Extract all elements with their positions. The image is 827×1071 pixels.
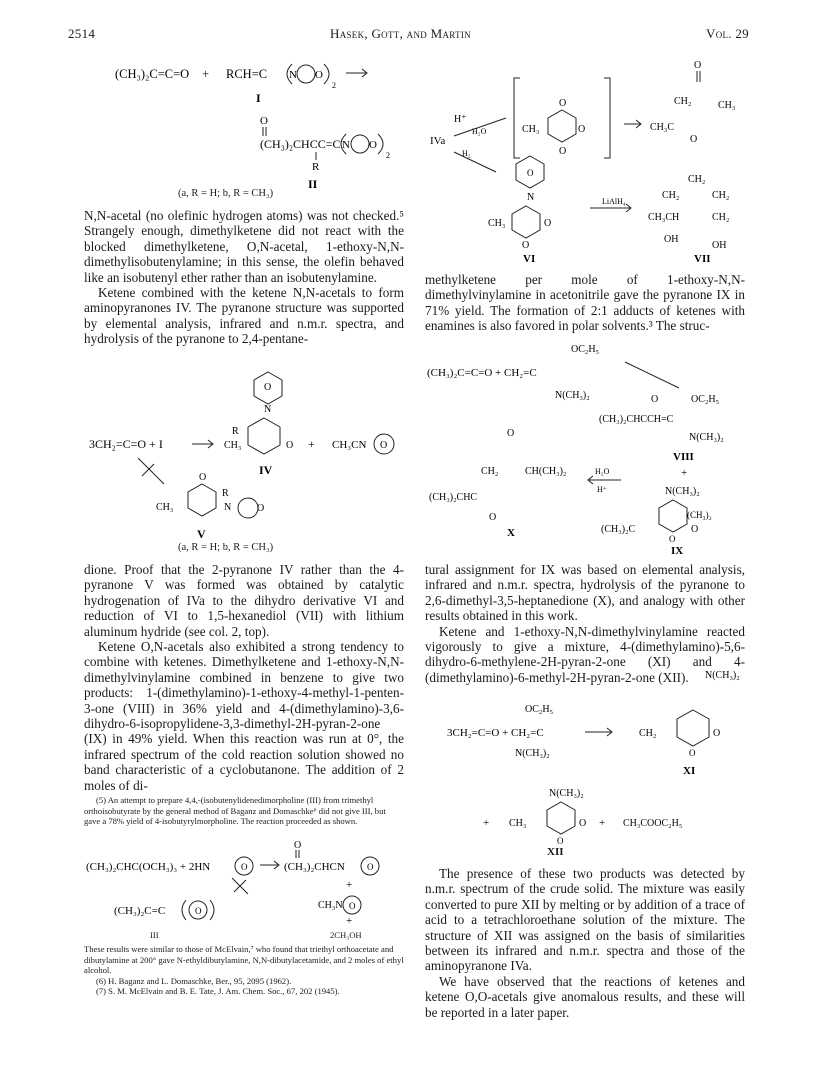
paragraph: Ketene and 1-ethoxy-N,N-dimethylvinylamine reacted vigorously to give a mixture, 4-(dimethylamino)-5,6-dihydro-6-methylene-2H-pyran-2-one (XI) and 4-(dimethylamino)-6-methyl-2H-pyran-2-one (XII).	[425, 623, 745, 685]
svg-text:O: O	[579, 818, 587, 829]
svg-text:LiAlH₄: LiAlH₄	[602, 197, 626, 206]
scheme-3	[425, 336, 755, 556]
svg-text:OC₂H₅: OC₂H₅	[691, 394, 720, 405]
svg-text:O: O	[522, 240, 530, 251]
svg-text:O: O	[315, 69, 323, 81]
svg-text:I: I	[256, 91, 261, 105]
svg-text:(CH₃)₂CHCCH=C: (CH₃)₂CHCCH=C	[599, 414, 674, 425]
svg-text:+: +	[202, 67, 210, 81]
svg-text:CH₃CH: CH₃CH	[648, 212, 680, 223]
svg-text:N: N	[289, 69, 297, 81]
svg-text:(CH₃)₂CHC: (CH₃)₂CHC	[429, 492, 478, 503]
left-text-block-1	[84, 208, 404, 347]
svg-text:2: 2	[386, 151, 390, 160]
svg-text:O: O	[559, 146, 567, 157]
svg-text:CH(CH₃)₂: CH(CH₃)₂	[525, 466, 567, 477]
svg-text:IVa: IVa	[430, 135, 446, 147]
svg-text:N(CH₃)₂: N(CH₃)₂	[689, 432, 724, 443]
footnote-7: (7) S. M. McElvain and B. E. Tate, J. Am. Chem. Soc., 67, 202 (1945).	[96, 986, 340, 997]
footnote-scheme-label-methanol: 2CH₃OH	[330, 930, 362, 940]
svg-text:O: O	[199, 472, 207, 483]
svg-text:+: +	[681, 467, 688, 479]
footnote-scheme-label-III: III	[150, 930, 159, 940]
footnote-continuation	[84, 944, 404, 997]
svg-text:N(CH₃)₂: N(CH₃)₂	[549, 788, 584, 799]
svg-text:(CH₃)₂CHC(OCH₃)₃ + 2HN: (CH₃)₂CHC(OCH₃)₃ + 2HN	[86, 861, 211, 873]
svg-text:CH₂: CH₂	[481, 466, 499, 477]
svg-text:N: N	[342, 139, 350, 151]
svg-text:RCH=C: RCH=C	[226, 67, 268, 81]
footnote-6: (6) H. Baganz and L. Domaschke, Ber., 95, 2095 (1962).	[96, 975, 292, 986]
svg-text:O: O	[651, 394, 659, 405]
svg-text:CH₂: CH₂	[712, 212, 730, 223]
svg-text:3CH₂=C=O + I: 3CH₂=C=O + I	[89, 437, 163, 451]
scheme-1	[110, 48, 410, 208]
svg-text:+: +	[346, 879, 353, 891]
left-text-block-2	[84, 562, 404, 793]
svg-text:OC₂H₅: OC₂H₅	[525, 704, 554, 715]
svg-text:O: O	[380, 440, 388, 451]
paragraph: methylketene per mole of 1-ethoxy-N,N-dimethylvinylamine in acetonitrile gave the pyranone IX in 71% yield. The formation of 2:1 adducts of ketenes with enamines is also favored in polar solvents.³ The struc-	[425, 272, 745, 334]
svg-text:H⁺: H⁺	[454, 114, 467, 125]
svg-text:IV: IV	[259, 463, 273, 477]
svg-text:O: O	[544, 218, 552, 229]
svg-text:O: O	[260, 115, 268, 127]
svg-text:CH₃CN: CH₃CN	[332, 439, 367, 451]
right-text-block-1	[425, 272, 745, 334]
svg-text:O: O	[195, 906, 202, 916]
svg-text:O: O	[689, 748, 696, 758]
svg-text:CH₃C: CH₃C	[650, 122, 675, 133]
svg-text:O: O	[489, 512, 497, 523]
svg-text:(CH₃)₂C=C=O: (CH₃)₂C=C=O	[115, 67, 190, 81]
page-number: 2514	[68, 26, 96, 41]
svg-text:VI: VI	[523, 253, 536, 264]
svg-text:IX: IX	[671, 545, 684, 556]
scheme-1-caption: (a, R = H; b, R = CH₃)	[178, 188, 274, 199]
svg-text:H₂O: H₂O	[472, 127, 487, 136]
svg-text:+: +	[346, 915, 353, 927]
volume-label: Vol. 29	[706, 26, 749, 41]
svg-text:O: O	[241, 862, 248, 872]
svg-text:N(CH₃)₂: N(CH₃)₂	[515, 748, 550, 759]
svg-text:O: O	[294, 840, 302, 851]
svg-text:+: +	[308, 437, 315, 451]
svg-text:(CH₃)₂C=C=O + CH₂=C: (CH₃)₂C=C=O + CH₂=C	[427, 367, 537, 379]
svg-text:+: +	[483, 817, 490, 829]
svg-text:OH: OH	[664, 234, 679, 245]
paragraph: N,N-acetal (no olefinic hydrogen atoms) was not checked.⁵ Strangely enough, dimethylketene did not react with the blocked dimethylketene, O,N-acetal, 1-ethoxy-N,N-dimethylisobutenylamine; in this sense, the olefin behaved like an isobutenyl ether rather than an isobutenylamine.	[84, 208, 404, 285]
svg-text:OH: OH	[712, 240, 727, 251]
svg-text:II: II	[308, 177, 318, 191]
svg-text:CH₃: CH₃	[718, 100, 736, 111]
paragraph: Ketene combined with the ketene N,N-acetals to form aminopyranones IV. The pyranone structure was supported by elemental analysis, infrared and n.m.r. spectra, and hydrolysis of the pyranone to 2,4-pentane-	[84, 285, 404, 347]
svg-text:N: N	[224, 502, 232, 513]
paragraph: We have observed that the reactions of ketenes and ketene O,O-acetals give anomalous results, and these will be reported in a later paper.	[425, 973, 745, 1020]
svg-text:(CH₃)₂CHCC=C: (CH₃)₂CHCC=C	[260, 137, 341, 151]
svg-text:XI: XI	[683, 765, 696, 777]
svg-text:O: O	[691, 524, 699, 535]
running-title: Hasek, Gott, and Martin	[330, 26, 471, 41]
footnote-text: (5) An attempt to prepare 4,4,-(isobutenylidenedimorpholine (III) from trimethyl orthoisobutyrate by the general method of Baganz and Domaschke⁶ did not give III, but gave a 78% yield of 4-isobutyrylmorpholine. The reaction proceeded as shown.	[84, 795, 386, 827]
svg-text:O: O	[257, 503, 265, 514]
scheme-4-label-XII: XII	[547, 846, 564, 858]
svg-text:CH₂: CH₂	[674, 96, 692, 107]
svg-text:CH₂: CH₂	[639, 728, 657, 739]
paragraph: Ketene O,N-acetals also exhibited a strong tendency to combine with ketenes. Dimethylketene and 1-ethoxy-N,N-dimethylvinylamine combined in benzene to give two products: 1-(dimethylamino)-1-ethoxy-4-methyl-1-penten-3-one (VIII) in 36% yield and 4-(dimethylamino)-3,6-dihydro-6-isopropylidene-3,3-dimethyl-2H-pyran-2-one (IX) in 49% yield. When this reaction was run at 0°, the infrared spectrum of the cold reaction solution showed no band characteristic of a cyclobutanone. The addition of 2 moles of di-	[84, 639, 404, 793]
footnote-scheme	[84, 838, 404, 930]
svg-text:(CH₃)₂C: (CH₃)₂C	[601, 524, 636, 535]
svg-text:O: O	[557, 836, 564, 846]
svg-text:O: O	[367, 862, 374, 872]
svg-text:V: V	[197, 527, 206, 541]
svg-text:VII: VII	[694, 253, 711, 264]
svg-text:H₂O: H₂O	[595, 467, 610, 476]
svg-text:H₂: H₂	[462, 149, 471, 158]
svg-text:CH₃: CH₃	[488, 218, 506, 229]
right-text-block-3	[425, 866, 745, 1020]
svg-text:(CH₃)₂C=C: (CH₃)₂C=C	[114, 905, 166, 917]
svg-text:(CH₃)₂: (CH₃)₂	[687, 510, 712, 520]
svg-text:CH₃: CH₃	[509, 818, 527, 829]
svg-text:CH₃COOC₂H₅: CH₃COOC₂H₅	[623, 818, 683, 829]
svg-text:O: O	[349, 901, 356, 911]
svg-text:X: X	[507, 527, 515, 539]
scheme-4	[425, 660, 755, 850]
scheme-hydrogenation	[426, 48, 766, 264]
paragraph: The presence of these two products was detected by n.m.r. spectrum of the crude solid. The mixture was easily converted to pure XII by melting or by addition of a trace of acid to a tetrachloroethane solution of the mixture. The structure of XII was assigned on the basis of similarities between its infrared and n.m.r. spectra and those of the aminopyranone IVa.	[425, 866, 745, 974]
svg-text:O: O	[286, 440, 294, 451]
scheme-2	[84, 368, 414, 558]
svg-text:N: N	[264, 404, 272, 415]
svg-text:R: R	[312, 161, 320, 173]
svg-text:O: O	[507, 428, 515, 439]
svg-text:O: O	[264, 382, 272, 393]
svg-text:O: O	[527, 168, 534, 178]
svg-text:2: 2	[332, 81, 336, 90]
svg-text:3CH₂=C=O + CH₂=C: 3CH₂=C=O + CH₂=C	[447, 727, 544, 739]
svg-text:O: O	[669, 534, 676, 544]
svg-text:O: O	[559, 98, 567, 109]
scheme-2-caption: (a, R = H; b, R = CH₃)	[178, 542, 274, 553]
svg-text:H⁺: H⁺	[597, 485, 607, 494]
svg-text:CH₂: CH₂	[712, 190, 730, 201]
svg-text:O: O	[578, 124, 586, 135]
paragraph: tural assignment for IX was based on elemental analysis, infrared and n.m.r. spectra, hydrolysis of the pyranone to 2,6-dimethyl-3,5-heptanedione (X), and analogy with other results obtained in this work.	[425, 562, 745, 624]
svg-text:CH₂: CH₂	[662, 190, 680, 201]
svg-text:O: O	[694, 60, 702, 71]
svg-text:VIII: VIII	[673, 451, 694, 463]
svg-text:O: O	[713, 728, 721, 739]
svg-text:CH₃: CH₃	[224, 440, 242, 451]
svg-text:OC₂H₅: OC₂H₅	[571, 344, 600, 355]
svg-text:O: O	[690, 134, 698, 145]
svg-text:O: O	[369, 139, 377, 151]
svg-text:N: N	[527, 192, 535, 203]
svg-text:N(CH₃)₂: N(CH₃)₂	[705, 670, 740, 681]
svg-text:CH₂: CH₂	[688, 174, 706, 185]
svg-text:N(CH₃)₂: N(CH₃)₂	[665, 486, 700, 497]
footnote-text: These results were similar to those of McElvain,⁷ who found that triethyl orthoacetate and dibutylamine at 200° gave N-ethyldibutylamine, N,N-dibutylacetamide, and 2 moles of ethyl alcohol.	[84, 944, 404, 976]
svg-text:R: R	[222, 488, 229, 499]
svg-text:(CH₃)₂CHCN: (CH₃)₂CHCN	[284, 861, 345, 873]
svg-text:CH₃N: CH₃N	[318, 900, 343, 911]
svg-text:CH₃: CH₃	[522, 124, 540, 135]
svg-text:R: R	[232, 426, 239, 437]
svg-text:N(CH₃)₂: N(CH₃)₂	[555, 390, 590, 401]
paragraph: dione. Proof that the 2-pyranone IV rather than the 4-pyranone V was formed was obtained by catalytic hydrogenation of IVa to the dihydro derivative VI and reduction of VI to 1,5-hexanediol (VII) with lithium aluminum hydride (see col. 2, top).	[84, 562, 404, 639]
svg-text:CH₃: CH₃	[156, 502, 174, 513]
footnote-5	[84, 795, 404, 827]
svg-text:+: +	[599, 817, 606, 829]
